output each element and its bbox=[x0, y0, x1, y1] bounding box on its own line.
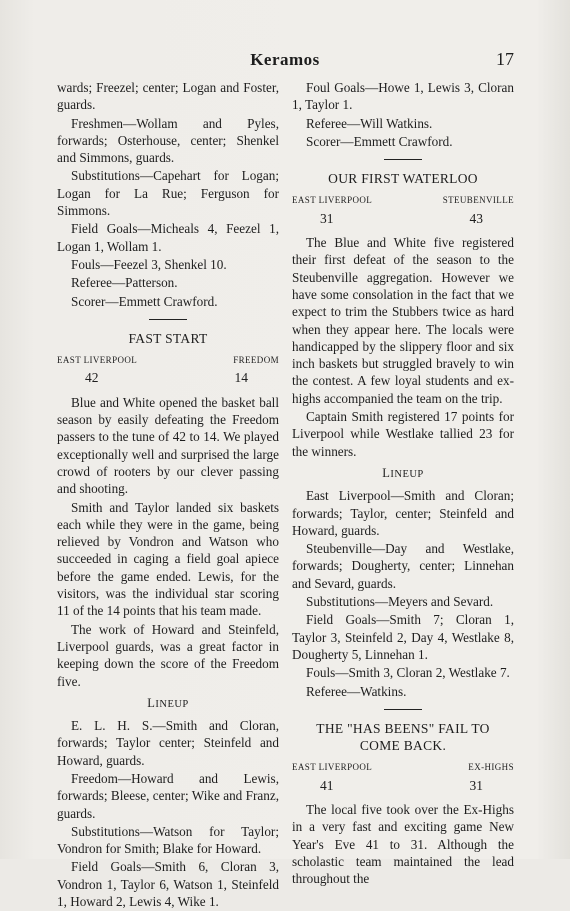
section-divider bbox=[384, 709, 422, 710]
article-headline: OUR FIRST WATERLOO bbox=[328, 171, 478, 187]
left-column bbox=[57, 79, 279, 911]
paragraph: Freshmen—Wollam and Pyles, forwards; Osterhouse, center; Shenkel and Simmons, guards. bbox=[57, 115, 279, 166]
paragraph: Foul Goals—Howe 1, Lewis 3, Cloran 1, Taylor 1. bbox=[292, 80, 514, 113]
lineup-label bbox=[57, 695, 279, 713]
article-headline: FAST START bbox=[128, 330, 208, 346]
team-right: EX-HIGHS bbox=[468, 762, 514, 773]
paragraph: The Blue and White five registered their first defeat of the season to the Steubenville aggregation. However we have some consolation in the fact that we expect to trim the Stubbers twice as hard when they appear here. The locals were handicapped by the slippery floor and six inch baskets but struggled bravely to win the contest. A few loyal students and ex-highs accompanied the team on the trip. bbox=[292, 235, 514, 406]
paragraph: wards; Freezel; center; Logan and Foster, guards. bbox=[57, 80, 279, 113]
paragraph: Steubenville—Day and Westlake, forwards; Dougherty, center; Linnehan and Sevard, guards. bbox=[292, 541, 514, 591]
article-headline-line1: THE "HAS BEENS" FAIL TO bbox=[316, 720, 490, 736]
score-right: 31 bbox=[469, 777, 483, 793]
paragraph: Scorer—Emmett Crawford. bbox=[306, 133, 453, 149]
paragraph: Fouls—Feezel 3, Shenkel 10. bbox=[71, 256, 227, 272]
lineup-label bbox=[292, 465, 514, 483]
paragraph: Field Goals—Micheals 4, Feezel 1, Logan 1, Wollam 1. bbox=[57, 221, 279, 254]
team-names bbox=[292, 192, 514, 209]
paragraph: Scorer—Emmett Crawford. bbox=[71, 293, 218, 309]
score-right: 43 bbox=[469, 210, 483, 226]
score-left: 41 bbox=[320, 777, 334, 793]
paragraph: Referee—Will Watkins. bbox=[306, 115, 433, 131]
paragraph: Substitutions—Capehart for Logan; Logan for La Rue; Ferguson for Simmons. bbox=[57, 168, 279, 219]
paragraph: Field Goals—Smith 6, Cloran 3, Vondron 1, Taylor 6, Watson 1, Steinfeld 1, Howard 2, Lewis 4, Wike 1. bbox=[57, 859, 279, 910]
paragraph: Field Goals—Smith 7; Cloran 1, Taylor 3, Steinfeld 2, Day 4, Westlake 8, Dougherty 5, Linnehan 1. bbox=[292, 612, 514, 662]
score-left: 42 bbox=[85, 370, 99, 386]
paragraph: Captain Smith registered 17 points for Liverpool while Westlake tallied 23 for the winners. bbox=[292, 409, 514, 459]
paragraph: Referee—Watkins. bbox=[306, 683, 407, 699]
paragraph: The local five took over the Ex-Highs in a very fast and exciting game New Year's Eve 41 to 31. Although the scholastic team maintained the lead throughout the bbox=[292, 801, 514, 887]
score-left: 31 bbox=[320, 210, 334, 226]
article-headline-line2: COME BACK. bbox=[359, 738, 447, 754]
paragraph: East Liverpool—Smith and Cloran; forwards; Taylor, center; Steinfeld and Howard, guards. bbox=[292, 488, 514, 538]
scores bbox=[57, 369, 279, 386]
paragraph: E. L. H. S.—Smith and Cloran, forwards; Taylor center; Steinfeld and Howard, guards. bbox=[57, 718, 279, 768]
paragraph: Substitutions—Meyers and Sevard. bbox=[306, 594, 494, 610]
section-divider bbox=[384, 159, 422, 160]
score-right: 14 bbox=[234, 370, 248, 386]
team-right: FREEDOM bbox=[233, 355, 279, 366]
page-header-title: Keramos bbox=[250, 50, 320, 69]
page-number: 17 bbox=[496, 49, 514, 69]
scores bbox=[292, 210, 514, 227]
lineup-label-cap: L bbox=[382, 465, 391, 480]
team-left: EAST LIVERPOOL bbox=[292, 762, 373, 773]
lineup-label-rest: INEUP bbox=[390, 468, 424, 480]
right-column bbox=[292, 79, 514, 888]
paragraph: Blue and White opened the basket ball season by easily defeating the Freedom passers to the tune of 42 to 14. We played exceptionally well and surprised the large crowd of rooters by our clever passing and shooting. bbox=[57, 394, 279, 497]
team-names bbox=[57, 352, 279, 369]
paragraph: Referee—Patterson. bbox=[71, 275, 178, 291]
paragraph: Freedom—Howard and Lewis, forwards; Bleese, center; Wike and Franz, guards. bbox=[57, 770, 279, 821]
scores bbox=[292, 777, 514, 794]
team-left: EAST LIVERPOOL bbox=[57, 355, 138, 366]
paragraph: Fouls—Smith 3, Cloran 2, Westlake 7. bbox=[306, 665, 510, 681]
lineup-label-cap: L bbox=[147, 695, 156, 710]
lineup-label-rest: INEUP bbox=[155, 698, 189, 710]
team-left: EAST LIVERPOOL bbox=[292, 195, 373, 206]
section-divider bbox=[149, 319, 187, 320]
team-names bbox=[292, 759, 514, 776]
paragraph: The work of Howard and Steinfeld, Liverpool guards, was a great factor in keeping down the score of the Freedom five. bbox=[57, 621, 279, 689]
team-right: STEUBENVILLE bbox=[442, 195, 514, 206]
paragraph: Smith and Taylor landed six baskets each while they were in the game, being relieved by Vondron and Watson who succeeded in caging a field goal apiece before the game ended. Lewis, for the visitors, was the individual star scoring 11 of the 14 points that his team made. bbox=[57, 499, 279, 619]
paragraph: Substitutions—Watson for Taylor; Vondron for Smith; Blake for Howard. bbox=[57, 823, 279, 857]
